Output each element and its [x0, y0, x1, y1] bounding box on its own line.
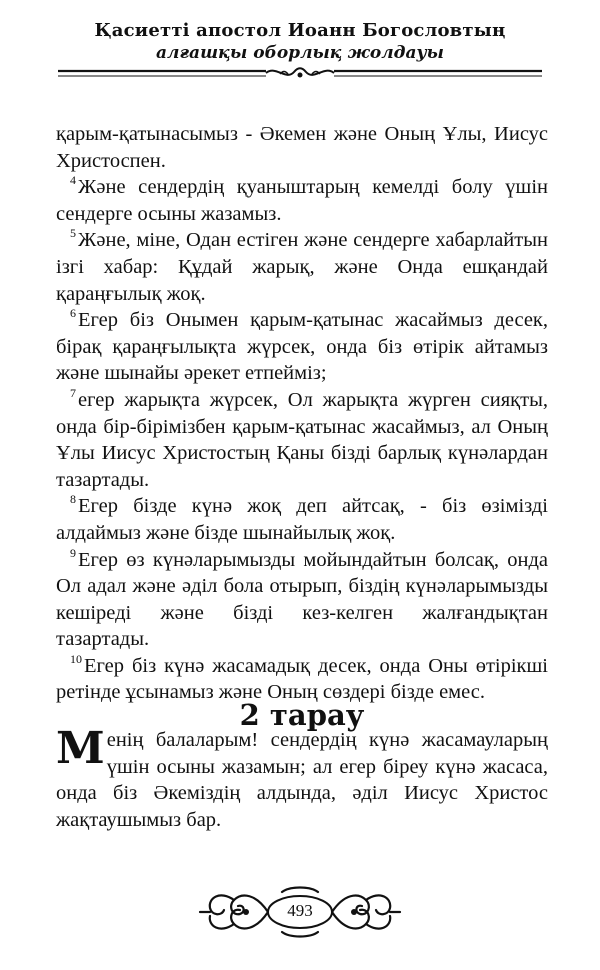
verse-text: Егер біз күнә жасамадық десек, онда Оны өтірікші ретінде ұсынамыз және Оның сөздері бізде емес.	[56, 654, 548, 704]
verse-number: 7	[70, 385, 76, 400]
verse-4	[56, 174, 548, 227]
header-title-line2: алғашқы оборлық жолдауы	[156, 43, 444, 63]
verse-number: 8	[70, 492, 76, 507]
verse-8	[56, 493, 548, 546]
verse-number: 6	[70, 306, 76, 321]
scroll-ornament-icon	[58, 66, 542, 82]
verse-6	[56, 307, 548, 387]
verse-continuation	[56, 121, 548, 174]
verse-text: егер жарықта жүрсек, Ол жарықта жүрген сияқты, онда бір-бірімізбен қарым-қатынас жасаймыз, ал Оның Ұлы Иисус Христостың Қаны бізді барлық күнәлардан тазартады.	[56, 388, 548, 491]
chapter-body	[56, 723, 548, 833]
verse-number: 5	[70, 226, 76, 241]
verse-5	[56, 227, 548, 307]
verse-number: 10	[70, 651, 82, 666]
page-number: 493	[287, 901, 313, 920]
verse-number: 9	[70, 545, 76, 560]
header-title-line1: Қасиетті апостол Иоанн Богословтың	[94, 20, 506, 41]
chapter-text: енің балаларым! сендердің күнә жасамауларың үшін осыны жазамын; ал егер біреу күнә жасаса, онда біз Әкеміздің алдында, әділ Иисус Христос жақтаушымыз бар.	[56, 729, 548, 831]
verse-text: Егер біз Онымен қарым-қатынас жасаймыз десек, бірақ қараңғылықта жүрсек, онда біз өтірік айтамыз және шынайы әрекет етпейміз;	[56, 309, 548, 385]
chapter-title: 2 тарау	[239, 698, 365, 732]
running-header	[40, 20, 560, 64]
verse-number: 4	[70, 173, 76, 188]
verse-text: Және сендердің қуаныштарың кемелді болу үшін сендерге осыны жазамыз.	[56, 176, 548, 225]
verse-text: Егер бізде күнә жоқ деп айтсақ, - біз өзімізді алдаймыз және бізде шынайылық жоқ.	[56, 495, 548, 544]
verses-body	[56, 121, 548, 706]
drop-cap: М	[56, 723, 105, 774]
verse-text: Егер өз күнәларымызды мойындайтын болсақ, онда Ол адал және әділ бола отырып, біздің күнәларымызды кешіреді және бізді кез-келген жалғандықтан тазартады.	[56, 548, 548, 651]
verse-7	[56, 387, 548, 493]
verse-9	[56, 547, 548, 653]
verse-text: Және, міне, Одан естіген және сендерге хабарлайтын ізгі хабар: Құдай жарық, және Онда ешқандай қараңғылық жоқ.	[56, 229, 548, 305]
verse-text: қарым-қатынасымыз - Әкемен және Оның Ұлы, Иисус Христоспен.	[56, 123, 548, 172]
